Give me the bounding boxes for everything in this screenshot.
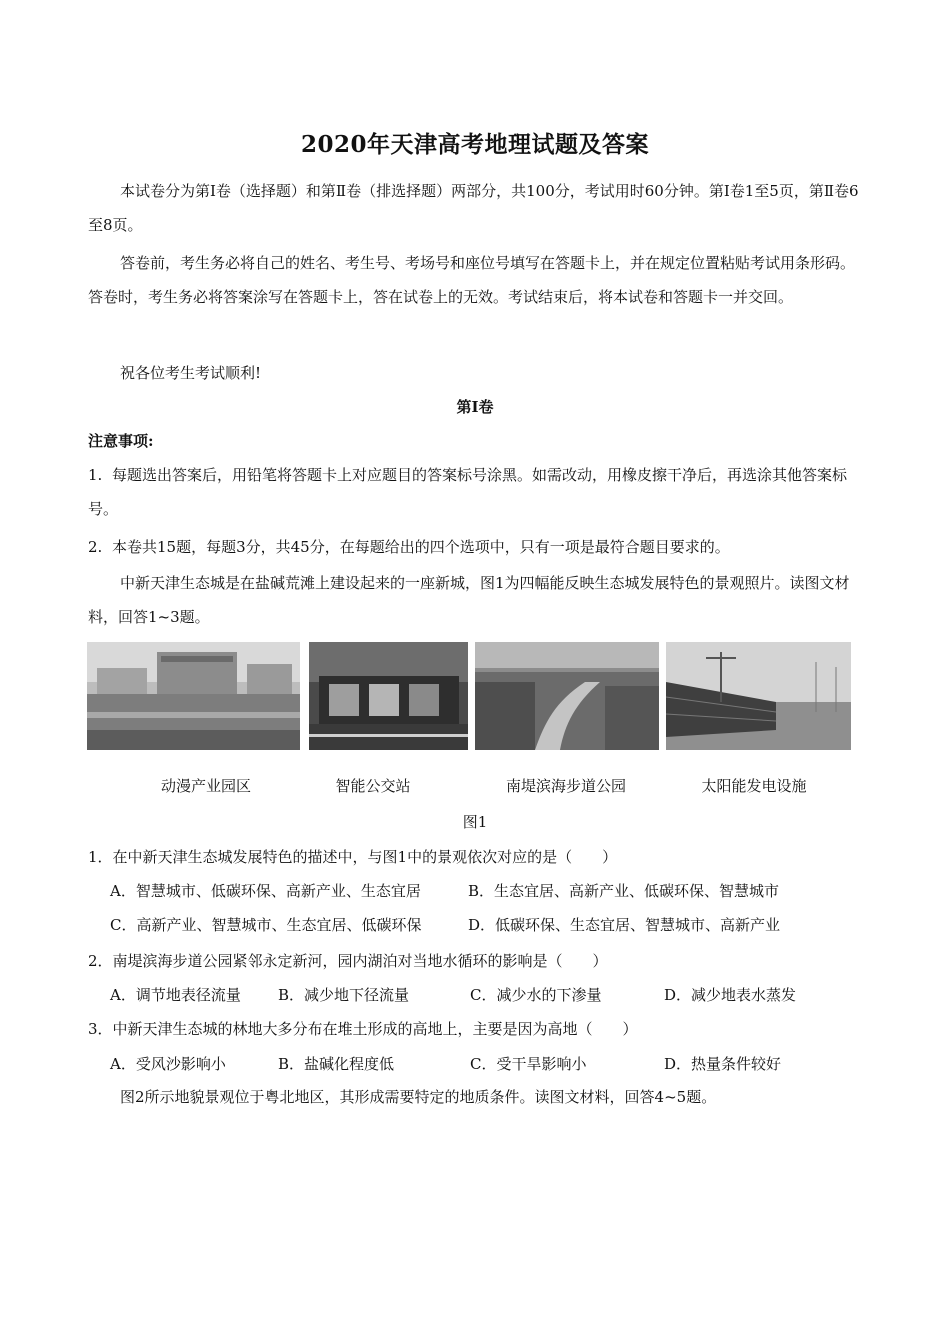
notice-number: 2. bbox=[88, 538, 103, 556]
option-d: D．低碳环保、生态宜居、智慧城市、高新产业 bbox=[468, 916, 781, 934]
figure-caption-2: 智能公交站 bbox=[335, 777, 411, 795]
notice-item-2 bbox=[88, 530, 868, 564]
option-a: A．调节地表径流量 bbox=[110, 986, 241, 1004]
question-3-stem: 3．中新天津生态城的林地大多分布在堆土形成的高地上，主要是因为高地（ ） bbox=[88, 1020, 638, 1038]
photo-animation-park bbox=[87, 642, 300, 750]
figure-1-photos bbox=[87, 642, 851, 750]
photo-seaside-trail-park bbox=[475, 642, 659, 750]
option-c: C．受干旱影响小 bbox=[470, 1055, 587, 1073]
notice-title: 注意事项: bbox=[88, 432, 154, 450]
option-c: C．高新产业、智慧城市、生态宜居、低碳环保 bbox=[110, 916, 422, 934]
question-2-stem: 2．南堤滨海步道公园紧邻永定新河，园内湖泊对当地水循环的影响是（ ） bbox=[88, 952, 608, 970]
question-1-options bbox=[110, 874, 870, 942]
passage-1: 中新天津生态城是在盐碱荒滩上建设起来的一座新城，图1为四幅能反映生态城发展特色的景观照片。读图文材料，回答1~3题。 bbox=[88, 574, 850, 626]
question-2-options bbox=[110, 978, 870, 1012]
intro-paragraph-3: 祝各位考生考试顺利! bbox=[120, 364, 262, 382]
question-1-stem: 1．在中新天津生态城发展特色的描述中，与图1中的景观依次对应的是（ ） bbox=[88, 848, 618, 866]
section-title: 第Ⅰ卷 bbox=[456, 398, 494, 416]
option-a: A．受风沙影响小 bbox=[110, 1055, 226, 1073]
passage-2: 图2所示地貌景观位于粤北地区，其形成需要特定的地质条件。读图文材料，回答4~5题。 bbox=[120, 1088, 717, 1106]
option-d: D．减少地表水蒸发 bbox=[664, 986, 797, 1004]
figure-caption-3: 南堤滨海步道公园 bbox=[505, 777, 626, 795]
figure-caption-1: 动漫产业园区 bbox=[160, 777, 251, 795]
notice-text: 每题选出答案后，用铅笔将答题卡上对应题目的答案标号涂黑。如需改动，用橡皮擦干净后，再选涂其他答案标号。 bbox=[88, 466, 848, 518]
option-b: B．减少地下径流量 bbox=[278, 986, 410, 1004]
option-b: B．盐碱化程度低 bbox=[278, 1055, 395, 1073]
photo-solar-power-facility bbox=[666, 642, 851, 750]
photo-smart-bus-station bbox=[309, 642, 468, 750]
notice-text: 本卷共15题，每题3分，共45分，在每题给出的四个选项中，只有一项是最符合题目要求的。 bbox=[112, 538, 730, 556]
option-a: A．智慧城市、低碳环保、高新产业、生态宜居 bbox=[110, 882, 421, 900]
figure-1-label: 图1 bbox=[462, 813, 488, 831]
figure-caption-4: 太阳能发电设施 bbox=[701, 777, 807, 795]
option-d: D．热量条件较好 bbox=[664, 1055, 782, 1073]
intro-paragraph-2: 答卷前，考生务必将自己的姓名、考生号、考场号和座位号填写在答题卡上，并在规定位置粘贴考试用条形码。答卷时，考生务必将答案涂写在答题卡上，答在试卷上的无效。考试结束后，将本试卷和答题卡一并交回。 bbox=[88, 254, 856, 306]
option-c: C．减少水的下渗量 bbox=[470, 986, 602, 1004]
option-b: B．生态宜居、高新产业、低碳环保、智慧城市 bbox=[468, 882, 780, 900]
page-title: 2020年天津高考地理试题及答案 bbox=[300, 131, 649, 158]
intro-paragraph-1: 本试卷分为第Ⅰ卷（选择题）和第Ⅱ卷（排选择题）两部分，共100分，考试用时60分钟。第Ⅰ卷1至5页，第Ⅱ卷6至8页。 bbox=[88, 182, 859, 234]
notice-item-1 bbox=[88, 458, 868, 526]
question-3-options bbox=[110, 1047, 870, 1081]
notice-number: 1. bbox=[88, 466, 103, 484]
